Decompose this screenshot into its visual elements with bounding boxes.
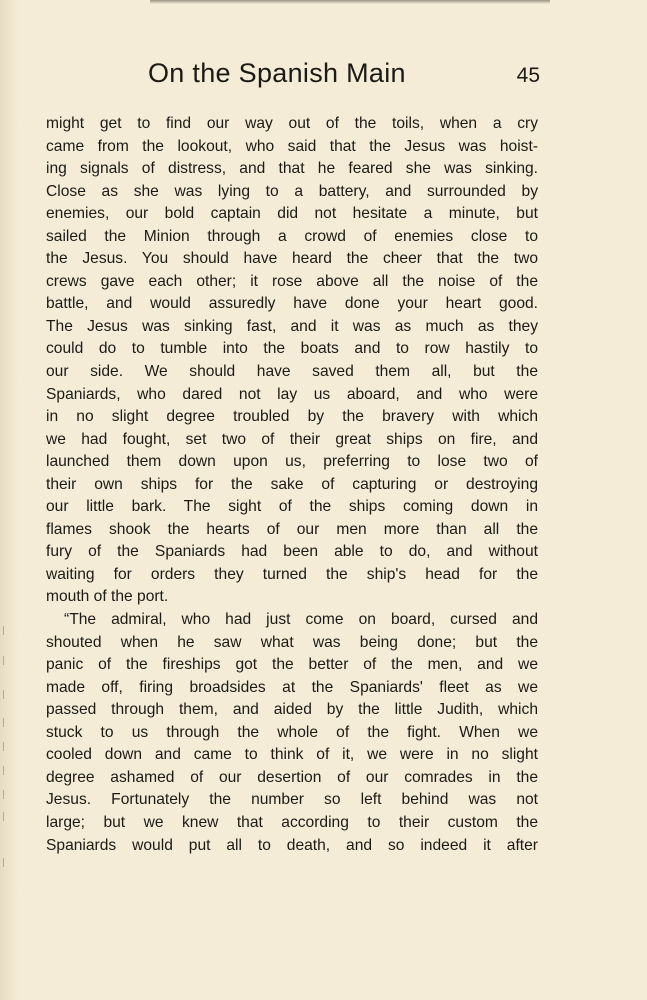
text-line: might get to find our way out of the toils, when a cry bbox=[46, 115, 538, 132]
running-head bbox=[46, 58, 540, 98]
text-line: The Jesus was sinking fast, and it was as much as they bbox=[46, 317, 538, 335]
margin-mark bbox=[3, 858, 8, 867]
text-line: flames shook the hearts of our men more than all the bbox=[46, 520, 538, 538]
text-line: degree ashamed of our desertion of our comrades in the bbox=[46, 768, 538, 786]
text-line: large; but we knew that according to their custom the bbox=[46, 813, 538, 831]
text-line: our side. We should have saved them all, but the bbox=[46, 363, 538, 381]
text-line: passed through them, and aided by the little Judith, which bbox=[46, 701, 538, 719]
text-line: panic of the fireships got the better of the men, and we bbox=[46, 656, 538, 674]
text-line: made off, firing broadsides at the Spaniards' fleet as we bbox=[46, 678, 538, 696]
text-line: our little bark. The sight of the ships coming down in bbox=[46, 498, 538, 516]
text-line: fury of the Spaniards had been able to do, and without bbox=[46, 543, 538, 561]
text-line: “The admiral, who had just come on board, cursed and bbox=[64, 611, 538, 629]
margin-mark bbox=[3, 766, 8, 775]
margin-mark bbox=[3, 812, 8, 821]
text-line: came from the lookout, who said that the Jesus was hoist- bbox=[46, 137, 538, 155]
text-line: the Jesus. You should have heard the cheer that the two bbox=[46, 250, 538, 268]
text-line: enemies, our bold captain did not hesitate a minute, but bbox=[46, 205, 538, 223]
text-line: Spaniards, who dared not lay us aboard, and who were bbox=[46, 385, 538, 403]
text-line: cooled down and came to think of it, we were in no slight bbox=[46, 746, 538, 764]
text-line: Jesus. Fortunately the number so left behind was not bbox=[46, 791, 538, 809]
bleed-through-marks bbox=[0, 590, 14, 890]
text-line: shouted when he saw what was being done; but the bbox=[46, 633, 538, 651]
margin-mark bbox=[3, 656, 8, 665]
text-line: stuck to us through the whole of the fight. When we bbox=[46, 723, 538, 741]
text-line: launched them down upon us, preferring to lose two of bbox=[46, 453, 538, 471]
page-number: 45 bbox=[516, 64, 540, 87]
text-line: Close as she was lying to a battery, and surrounded by bbox=[46, 182, 538, 200]
body-text bbox=[46, 113, 538, 857]
text-line: mouth of the port. bbox=[46, 588, 169, 606]
text-line: crews gave each other; it rose above all the noise of the bbox=[46, 272, 538, 290]
margin-mark bbox=[3, 626, 8, 635]
text-line: Spaniards would put all to death, and so indeed it after bbox=[46, 836, 538, 854]
text-line: sailed the Minion through a crowd of enemies close to bbox=[46, 227, 538, 245]
text-line: battle, and would assuredly have done your heart good. bbox=[46, 295, 538, 313]
text-line: ing signals of distress, and that he feared she was sinking. bbox=[46, 160, 538, 178]
margin-mark bbox=[3, 790, 8, 799]
running-title: On the Spanish Main bbox=[148, 58, 406, 88]
margin-mark bbox=[3, 690, 8, 699]
text-line: could do to tumble into the boats and to row hastily to bbox=[46, 340, 538, 358]
margin-mark bbox=[3, 742, 8, 751]
text-line: in no slight degree troubled by the bravery with which bbox=[46, 408, 538, 426]
text-line: we had fought, set two of their great ships on fire, and bbox=[46, 430, 538, 448]
page-top-shadow bbox=[150, 0, 550, 4]
text-line: their own ships for the sake of capturing or destroying bbox=[46, 475, 538, 493]
margin-mark bbox=[3, 718, 8, 727]
text-line: waiting for orders they turned the ship's head for the bbox=[46, 565, 538, 583]
